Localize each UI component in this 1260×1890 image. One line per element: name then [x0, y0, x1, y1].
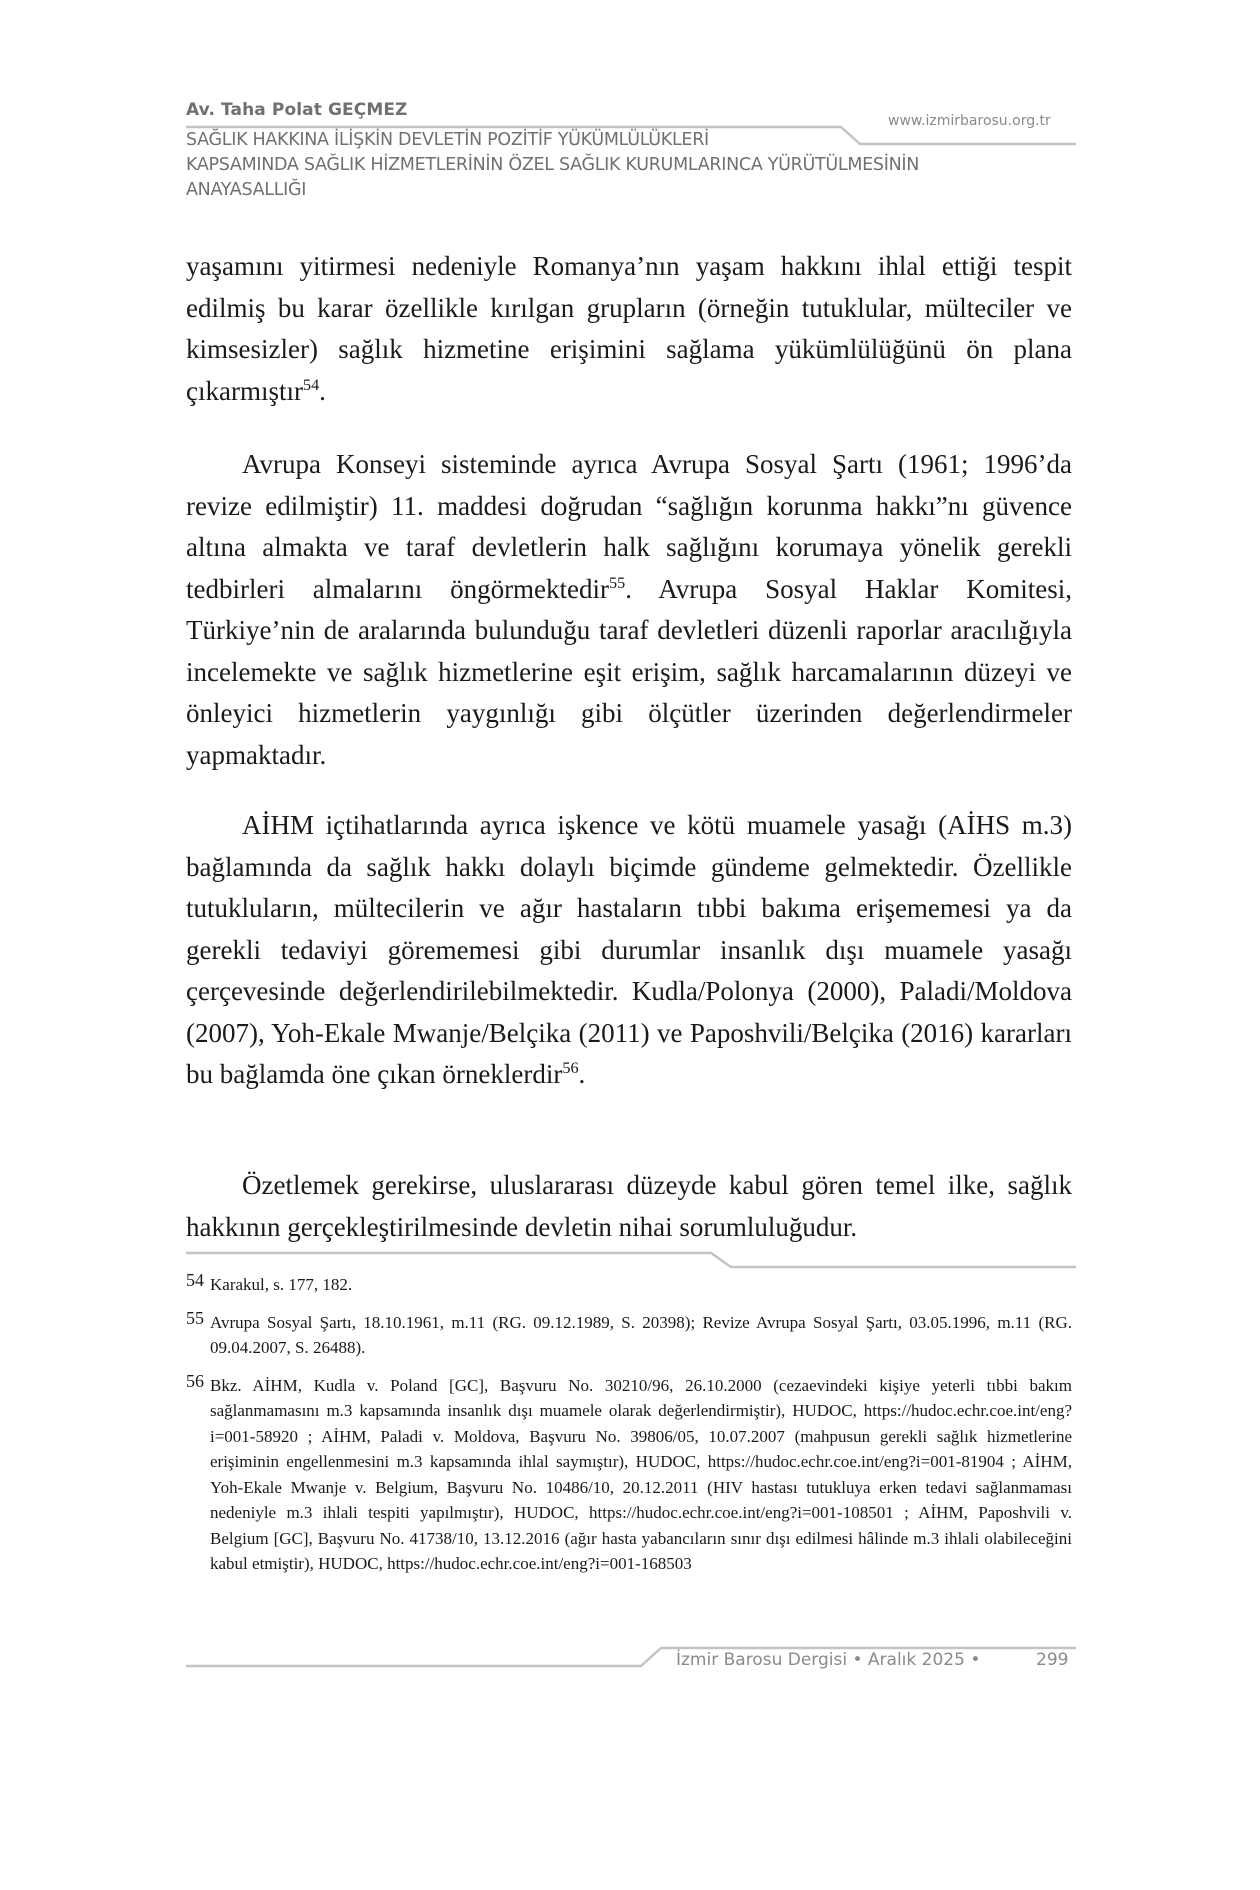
header-title-line: SAĞLIK HAKKINA İLİŞKİN DEVLETİN POZİTİF YÜKÜMLÜLÜKLERİ	[186, 130, 709, 150]
footnote-text: Karakul, s. 177, 182.	[210, 1275, 353, 1294]
footnote-item	[186, 1307, 1072, 1361]
paragraph-text-end: .	[319, 375, 326, 406]
footnote-separator	[186, 1250, 1076, 1270]
footnote-item	[186, 1272, 1072, 1298]
footnote-text: Bkz. AİHM, Kudla v. Poland [GC], Başvuru No. 30210/96, 26.10.2000 (cezaevindeki kişiye yeterli tıbbi bakım sağlanmamasını m.3 kapsamında insanlık dışı muamele olarak değerlendirmiştir), HUDOC, https://hudoc.echr.coe.int/eng?i=001-58920 ; AİHM, Paladi v. Moldova, Başvuru No. 39806/05, 10.07.2007 (mahpusun gerekli sağlık hizmetlerine erişiminin engellenmesini m.3 kapsamında ihlal saymıştır), HUDOC, https://hudoc.echr.coe.int/eng?i=001-81904 ; AİHM, Yoh-Ekale Mwanje v. Belgium, Başvuru No. 10486/10, 20.12.2011 (HIV hastası tutukluya erken tedavi sağlanmaması nedeniyle m.3 ihlali tespiti yapılmıştır), HUDOC, https://hudoc.echr.coe.int/eng?i=001-108501 ; AİHM, Paposhvili v. Belgium [GC], Başvuru No. 41738/10, 13.12.2016 (ağır hasta yabancıların sınır dışı edilmesi hâlinde m.3 ihlali olabileceğini kabul etmiştir), HUDOC, https://hudoc.echr.coe.int/eng?i=001-168503	[210, 1375, 1072, 1573]
footnote-text: Avrupa Sosyal Şartı, 18.10.1961, m.11 (RG. 09.12.1989, S. 20398); Revize Avrupa Sosyal Şartı, 03.05.1996, m.11 (RG. 09.04.2007, S. 26488).	[210, 1312, 1072, 1357]
paragraph-text: Avrupa Konseyi sisteminde ayrıca Avrupa Sosyal Şartı (1961; 1996’da revize edilmiştir) 11. maddesi doğrudan “sağlığın korunma hakkı”nı güvence altına almakta ve taraf devletlerin halk sağlığını korumaya yönelik gerekli tedbirleri almalarını öngörmektedir	[186, 449, 1072, 604]
body-paragraph	[186, 246, 1072, 412]
footnote-number: 54	[186, 1270, 204, 1290]
footnote-ref[interactable]: 56	[562, 1059, 579, 1077]
body-paragraph	[186, 1165, 1072, 1248]
paragraph-text: AİHM içtihatlarında ayrıca işkence ve kötü muamele yasağı (AİHS m.3) bağlamında da sağlık hakkı dolaylı biçimde gündeme gelmektedir. Özellikle tutukluların, mültecilerin ve ağır hastaların tıbbi bakıma erişememesi ya da gerekli tedaviyi görememesi gibi durumlar insanlık dışı muamele yasağı çerçevesinde değerlendirilebilmektedir. Kudla/Polonya (2000), Paladi/Moldova (2007), Yoh-Ekale Mwanje/Belçika (2011) ve Paposhvili/Belçika (2016) kararları bu bağlamda öne çıkan örneklerdir	[186, 810, 1072, 1089]
body-paragraph	[186, 444, 1072, 776]
footnotes-section	[186, 1272, 1072, 1589]
footnote-number: 56	[186, 1370, 204, 1391]
page-number: 299	[1036, 1650, 1069, 1670]
body-paragraph	[186, 805, 1072, 1096]
footnote-ref[interactable]: 55	[609, 573, 626, 592]
footnote-item	[186, 1370, 1072, 1577]
header-title-line: ANAYASALLIĞI	[186, 180, 307, 200]
footnote-ref[interactable]: 54	[302, 375, 320, 394]
header-title-line: KAPSAMINDA SAĞLIK HİZMETLERİNİN ÖZEL SAĞLIK KURUMLARINCA YÜRÜTÜLMESİNİN	[186, 155, 920, 175]
header-author: Av. Taha Polat GEÇMEZ	[186, 100, 408, 120]
header-article-title	[186, 128, 1046, 203]
header-website: www.izmirbarosu.org.tr	[888, 113, 1051, 129]
paragraph-text: Özetlemek gerekirse, uluslararası düzeyde kabul gören temel ilke, sağlık hakkının gerçekleştirilmesinde devletin nihai sorumluluğudur.	[186, 1170, 1072, 1242]
paragraph-text: yaşamını yitirmesi nedeniyle Romanya’nın yaşam hakkını ihlal ettiği tespit edilmiş bu karar özellikle kırılgan grupların (örneğin tutuklular, mülteciler ve kimsesizler) sağlık hizmetine erişimini sağlama yükümlülüğünü ön plana çıkarmıştır	[186, 251, 1072, 406]
footnote-number: 55	[186, 1307, 204, 1328]
paragraph-text-end: .	[578, 1059, 586, 1089]
footer-journal-name: İzmir Barosu Dergisi • Aralık 2025 •	[676, 1650, 981, 1670]
paragraph-text-end: . Avrupa Sosyal Haklar Komitesi, Türkiye’nin de aralarında bulunduğu taraf devletleri düzenli raporlar aracılığıyla incelemekte ve sağlık hizmetlerine eşit erişim, sağlık harcamalarının düzeyi ve önleyici hizmetlerin yaygınlığı gibi ölçütler üzerinden değerlendirmeler yapmaktadır.	[186, 573, 1072, 770]
